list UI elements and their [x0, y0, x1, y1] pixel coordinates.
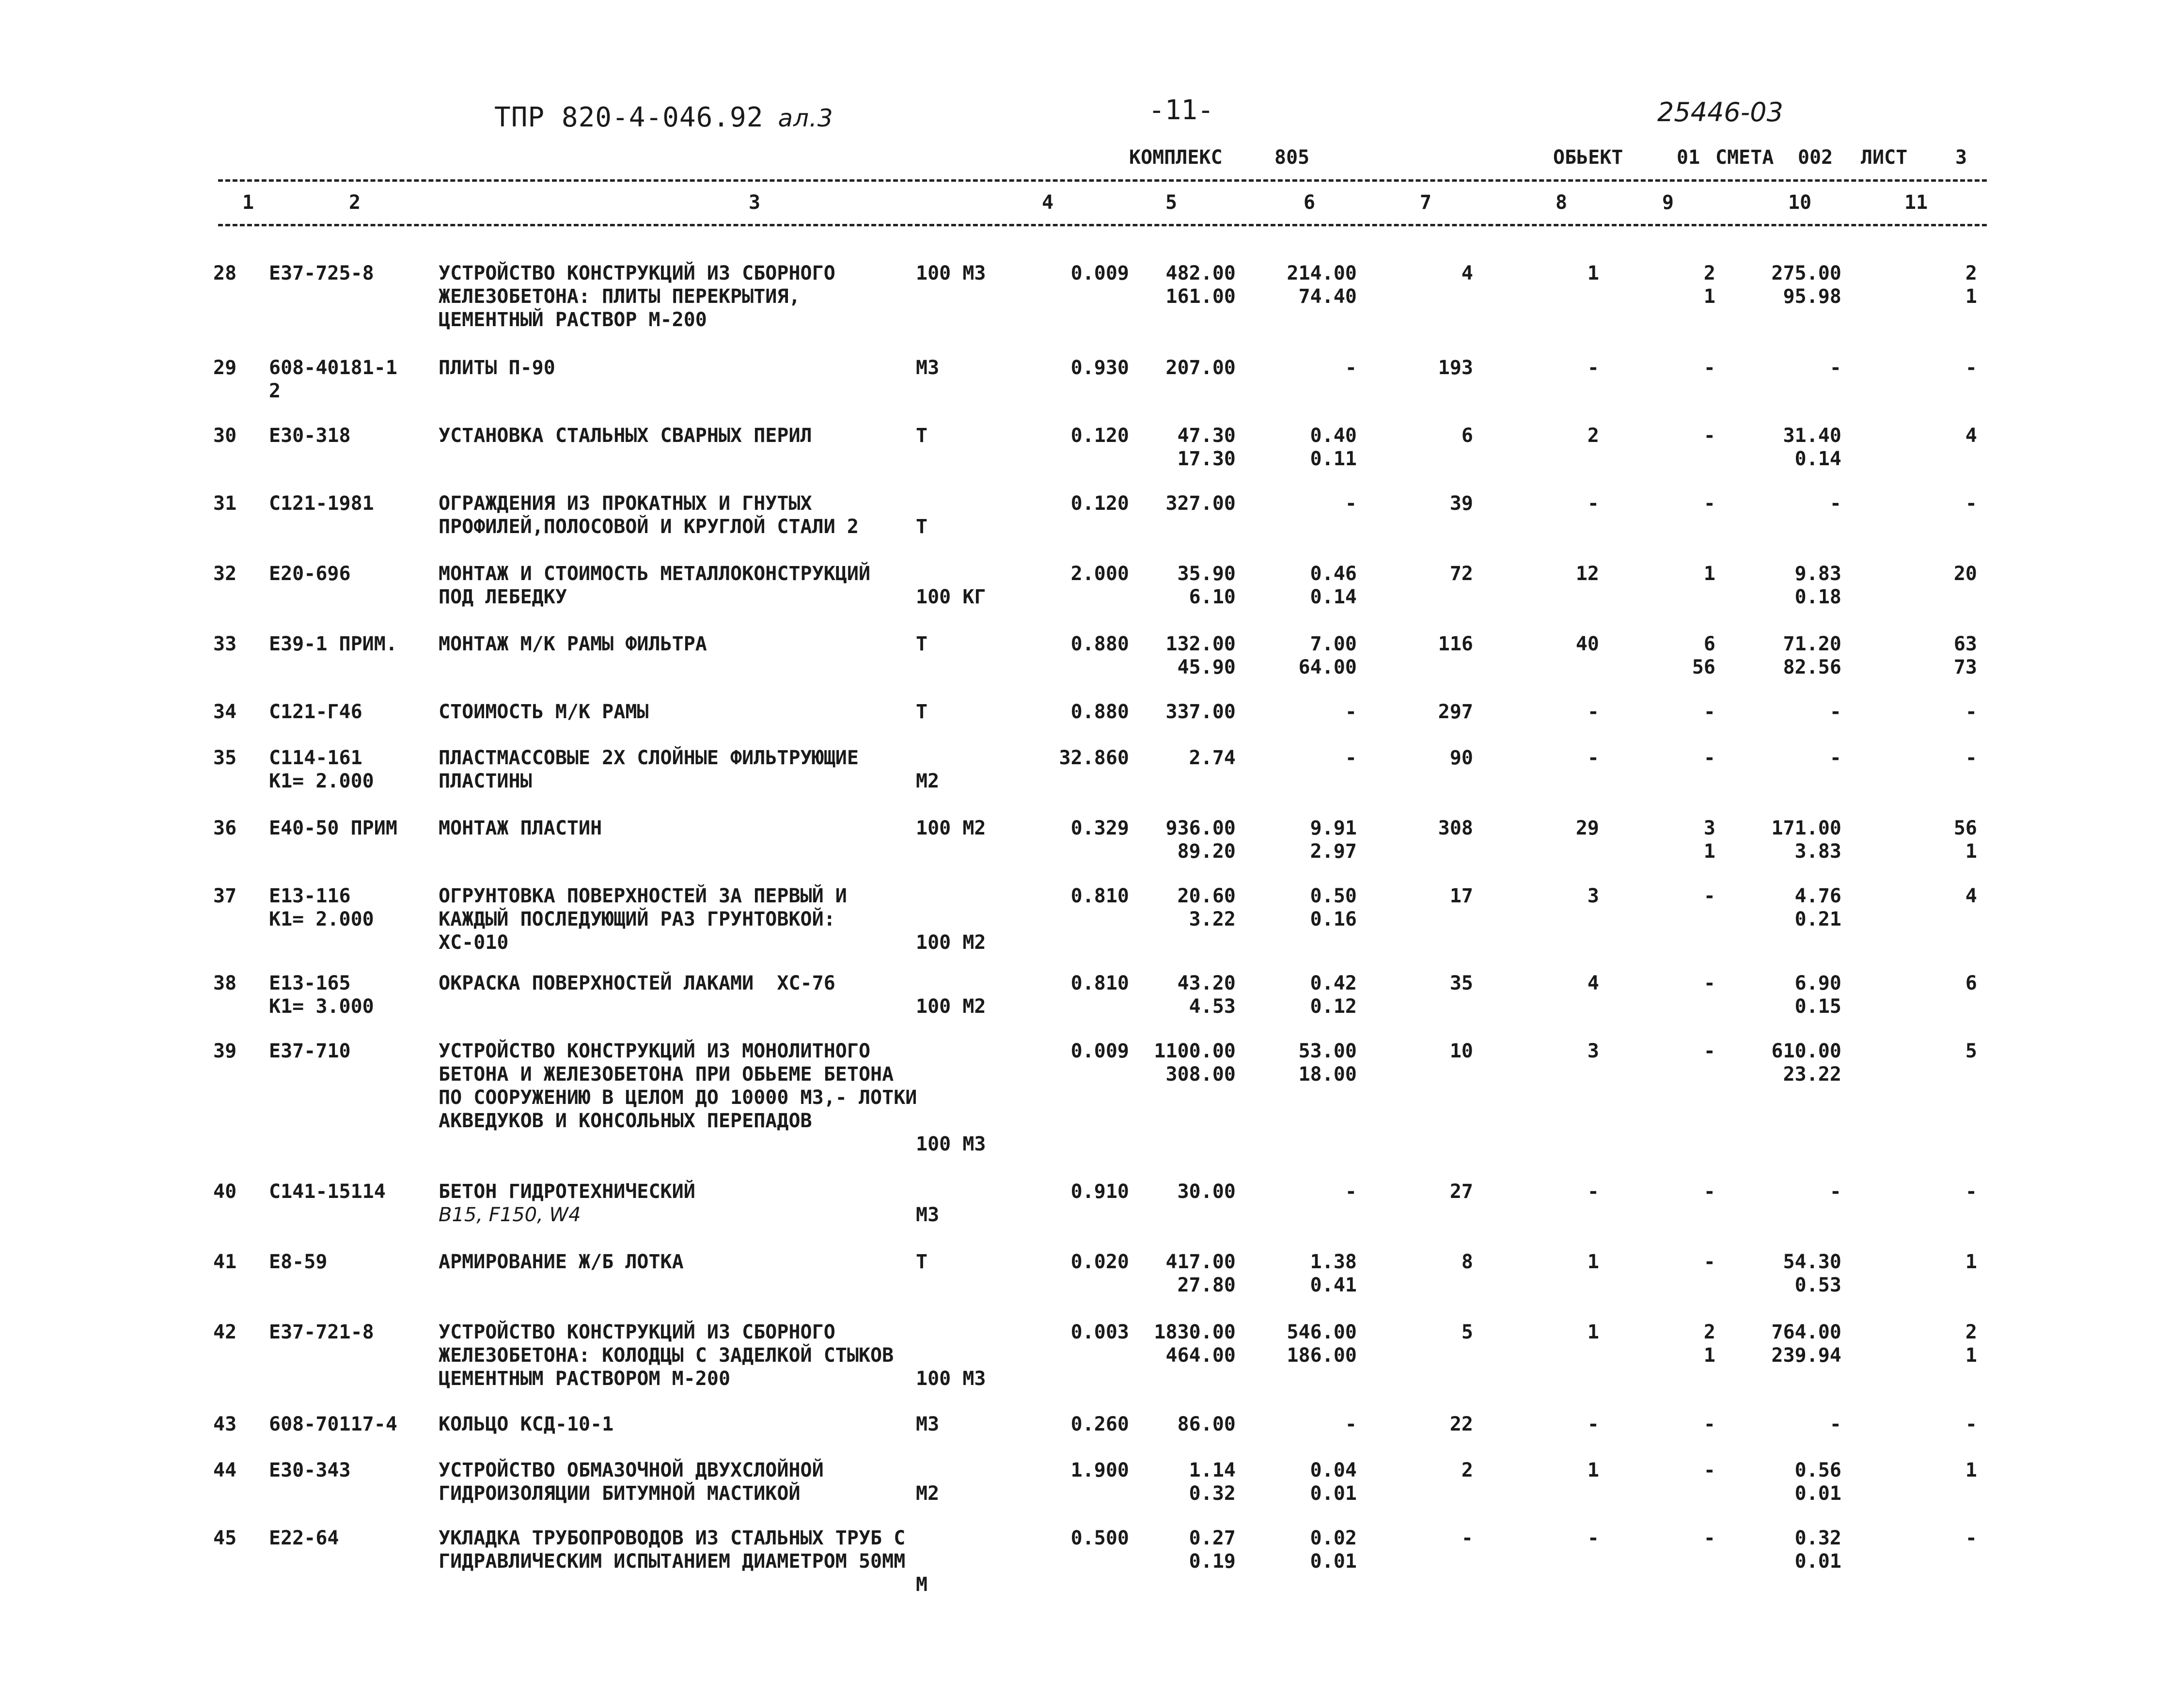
col-number: 11: [1904, 191, 1928, 214]
total-labor: 6: [1965, 972, 1977, 994]
row-number: 28: [213, 262, 237, 284]
total-labor: 2 1: [1965, 262, 1977, 308]
labor-hours: 275.00 95.98: [1771, 262, 1841, 308]
labor-hours: 31.40 0.14: [1783, 425, 1841, 470]
work-description: АРМИРОВАНИЕ Ж/Б ЛОТКА: [439, 1251, 684, 1273]
labor-cost: 3: [1587, 885, 1599, 907]
total-labor: -: [1965, 1527, 1977, 1549]
rate-code: Е40-50 ПРИМ: [269, 817, 397, 839]
total-cost: 27: [1449, 1181, 1473, 1203]
rate-code: С141-15114: [269, 1181, 386, 1203]
work-description: ПЛАСТМАССОВЫЕ 2Х СЛОЙНЫЕ ФИЛЬТРУЮЩИЕ ПЛАСТИНЫ: [439, 747, 859, 792]
unit-of-measure: 100 М3: [916, 262, 986, 284]
total-cost: 10: [1449, 1040, 1473, 1062]
labor-cost: -: [1587, 1181, 1599, 1203]
col-number: 3: [749, 191, 761, 214]
total-cost: 193: [1438, 357, 1473, 379]
rate-code: Е13-165 К1= 3.000: [269, 972, 374, 1018]
machine-cost: 0.02 0.01: [1310, 1527, 1357, 1573]
labor-hours: 9.83 0.18: [1794, 563, 1841, 608]
quantity: 0.329: [1070, 817, 1129, 839]
machine-labor: 6 56: [1692, 633, 1715, 678]
total-labor: -: [1965, 747, 1977, 769]
total-cost: 297: [1438, 701, 1473, 723]
quantity: 0.009: [1070, 1040, 1129, 1062]
labor-hours: 6.90 0.15: [1794, 972, 1841, 1018]
total-labor: 1: [1965, 1459, 1977, 1481]
unit-of-measure: 100 М2: [916, 995, 986, 1018]
total-cost: 22: [1449, 1413, 1473, 1435]
machine-labor: -: [1703, 492, 1715, 515]
work-description: БЕТОН ГИДРОТЕХНИЧЕСКИЙ: [439, 1181, 695, 1203]
unit-cost: 35.90 6.10: [1177, 563, 1236, 608]
work-description: ОГРУНТОВКА ПОВЕРХНОСТЕЙ ЗА ПЕРВЫЙ И КАЖДЫЙ ПОСЛЕДУЮЩИЙ РАЗ ГРУНТОВКОЙ: ХС-010: [439, 885, 847, 954]
machine-labor: -: [1703, 1459, 1715, 1481]
machine-cost: 0.40 0.11: [1310, 425, 1357, 470]
unit-of-measure: Т: [916, 425, 928, 447]
labor-hours: 71.20 82.56: [1783, 633, 1841, 678]
top-divider: [218, 179, 1987, 182]
total-labor: 63 73: [1953, 633, 1977, 678]
unit-cost: 936.00 89.20: [1165, 817, 1236, 863]
quantity: 32.860: [1059, 747, 1129, 769]
labor-hours: -: [1829, 747, 1841, 769]
unit-cost: 1100.00 308.00: [1154, 1040, 1236, 1086]
estimate-label: СМЕТА: [1715, 146, 1774, 169]
total-labor: 56 1: [1953, 817, 1977, 863]
labor-hours: 764.00 239.94: [1771, 1321, 1841, 1367]
machine-labor: 2 1: [1703, 1321, 1715, 1367]
col-number: 7: [1420, 191, 1432, 214]
labor-hours: -: [1829, 1181, 1841, 1203]
labor-hours: 610.00 23.22: [1771, 1040, 1841, 1086]
machine-labor: -: [1703, 1527, 1715, 1549]
row-number: 41: [213, 1251, 237, 1273]
unit-cost: 132.00 45.90: [1165, 633, 1236, 678]
machine-cost: 0.04 0.01: [1310, 1459, 1357, 1505]
row-number: 30: [213, 425, 237, 447]
unit-of-measure: Т: [916, 701, 928, 723]
work-description: УСТРОЙСТВО КОНСТРУКЦИЙ ИЗ МОНОЛИТНОГО БЕТОНА И ЖЕЛЕЗОБЕТОНА ПРИ ОБЬЕМЕ БЕТОНА ПО СООРУЖЕНИЮ В ЦЕЛОМ ДО 10000 М3,- ЛОТКИ АКВЕДУКОВ И КОНСОЛЬНЫХ ПЕРЕПАДОВ: [439, 1040, 917, 1132]
sheet-label: ЛИСТ: [1861, 146, 1908, 169]
unit-cost: 1830.00 464.00: [1154, 1321, 1236, 1367]
machine-cost: 214.00 74.40: [1287, 262, 1357, 308]
unit-of-measure: 100 КГ: [916, 586, 986, 608]
work-description: СТОИМОСТЬ М/К РАМЫ: [439, 701, 649, 723]
unit-of-measure: 100 М2: [916, 931, 986, 954]
labor-cost: 1: [1587, 1321, 1599, 1343]
machine-labor: -: [1703, 701, 1715, 723]
col-number: 9: [1662, 191, 1674, 214]
machine-labor: -: [1703, 1040, 1715, 1062]
unit-cost: 0.27 0.19: [1189, 1527, 1236, 1573]
machine-labor: -: [1703, 1181, 1715, 1203]
labor-cost: 1: [1587, 1459, 1599, 1481]
row-number: 37: [213, 885, 237, 907]
col-number: 6: [1304, 191, 1316, 214]
complex-value: 805: [1274, 146, 1310, 169]
row-number: 44: [213, 1459, 237, 1481]
quantity: 0.810: [1070, 885, 1129, 907]
unit-of-measure: М: [916, 1574, 928, 1596]
col-number: 4: [1042, 191, 1054, 214]
total-cost: 17: [1449, 885, 1473, 907]
machine-cost: 7.00 64.00: [1298, 633, 1357, 678]
total-labor: -: [1965, 1181, 1977, 1203]
total-cost: 35: [1449, 972, 1473, 994]
machine-labor: -: [1703, 747, 1715, 769]
row-number: 38: [213, 972, 237, 994]
total-cost: 4: [1461, 262, 1473, 284]
unit-cost: 482.00 161.00: [1165, 262, 1236, 308]
row-number: 40: [213, 1181, 237, 1203]
total-labor: 2 1: [1965, 1321, 1977, 1367]
estimate-header: [0, 146, 2184, 175]
sheet-value: 3: [1955, 146, 1967, 169]
unit-of-measure: 100 М2: [916, 817, 986, 839]
machine-cost: 0.46 0.14: [1310, 563, 1357, 608]
total-labor: 1: [1965, 1251, 1977, 1273]
quantity: 0.120: [1070, 425, 1129, 447]
work-description: МОНТАЖ И СТОИМОСТЬ МЕТАЛЛОКОНСТРУКЦИЙ ПОД ЛЕБЕДКУ: [439, 563, 871, 608]
total-labor: 4: [1965, 425, 1977, 447]
rate-code: 608-40181-1 2: [269, 357, 397, 402]
labor-hours: 0.56 0.01: [1794, 1459, 1841, 1505]
total-cost: 8: [1461, 1251, 1473, 1273]
rate-code: 608-70117-4: [269, 1413, 397, 1435]
quantity: 1.900: [1070, 1459, 1129, 1481]
total-cost: 72: [1449, 563, 1473, 585]
total-labor: 20: [1953, 563, 1977, 585]
work-description: ОГРАЖДЕНИЯ ИЗ ПРОКАТНЫХ И ГНУТЫХ ПРОФИЛЕЙ,ПОЛОСОВОЙ И КРУГЛОЙ СТАЛИ 2: [439, 492, 859, 538]
quantity: 0.880: [1070, 633, 1129, 655]
machine-labor: -: [1703, 357, 1715, 379]
labor-hours: -: [1829, 701, 1841, 723]
estimate-value: 002: [1798, 146, 1833, 169]
rate-code: С121-Г46: [269, 701, 362, 723]
total-labor: 5: [1965, 1040, 1977, 1062]
document-code: [494, 102, 833, 133]
unit-of-measure: М2: [916, 770, 940, 792]
rate-code: Е22-64: [269, 1527, 339, 1549]
row-number: 33: [213, 633, 237, 655]
unit-cost: 1.14 0.32: [1189, 1459, 1236, 1505]
work-description: УСТРОЙСТВО КОНСТРУКЦИЙ ИЗ СБОРНОГО ЖЕЛЕЗОБЕТОНА: КОЛОДЦЫ С ЗАДЕЛКОЙ СТЫКОВ ЦЕМЕНТНЫМ РАСТВОРОМ М-200: [439, 1321, 894, 1390]
row-number: 32: [213, 563, 237, 585]
labor-cost: 4: [1587, 972, 1599, 994]
total-cost: 90: [1449, 747, 1473, 769]
rate-code: Е30-343: [269, 1459, 351, 1481]
labor-hours: -: [1829, 1413, 1841, 1435]
unit-of-measure: М3: [916, 1204, 940, 1226]
labor-cost: 1: [1587, 262, 1599, 284]
machine-cost: 1.38 0.41: [1310, 1251, 1357, 1296]
row-number: 42: [213, 1321, 237, 1343]
quantity: 0.009: [1070, 262, 1129, 284]
unit-cost: 417.00 27.80: [1165, 1251, 1236, 1296]
doc-code-text: ТПР 820-4-046.92: [494, 102, 764, 133]
machine-cost: -: [1345, 701, 1357, 723]
quantity: 0.120: [1070, 492, 1129, 515]
machine-labor: -: [1703, 1251, 1715, 1273]
labor-cost: -: [1587, 1413, 1599, 1435]
unit-cost: 327.00: [1165, 492, 1236, 515]
total-cost: 116: [1438, 633, 1473, 655]
unit-of-measure: 100 М3: [916, 1368, 986, 1390]
quantity: 2.000: [1070, 563, 1129, 585]
col-number: 5: [1165, 191, 1178, 214]
machine-labor: -: [1703, 425, 1715, 447]
description-note: В15, F150, W4: [439, 1204, 581, 1226]
machine-labor: 3 1: [1703, 817, 1715, 863]
labor-cost: 1: [1587, 1251, 1599, 1273]
quantity: 0.910: [1070, 1181, 1129, 1203]
work-description: УСТРОЙСТВО ОБМАЗОЧНОЙ ДВУХСЛОЙНОЙ ГИДРОИЗОЛЯЦИИ БИТУМНОЙ МАСТИКОЙ: [439, 1459, 824, 1505]
unit-cost: 337.00: [1165, 701, 1236, 723]
quantity: 0.020: [1070, 1251, 1129, 1273]
unit-cost: 207.00: [1165, 357, 1236, 379]
quantity: 0.500: [1070, 1527, 1129, 1549]
machine-labor: 1: [1703, 563, 1715, 585]
machine-cost: -: [1345, 1181, 1357, 1203]
rate-code: Е8-59: [269, 1251, 328, 1273]
labor-cost: 12: [1575, 563, 1599, 585]
col-number: 2: [349, 191, 361, 214]
total-labor: -: [1965, 701, 1977, 723]
quantity: 0.003: [1070, 1321, 1129, 1343]
machine-labor: -: [1703, 885, 1715, 907]
labor-cost: -: [1587, 1527, 1599, 1549]
labor-hours: 0.32 0.01: [1794, 1527, 1841, 1573]
object-label: ОБЬЕКТ: [1553, 146, 1623, 169]
complex-label: КОМПЛЕКС: [1129, 146, 1223, 169]
row-number: 45: [213, 1527, 237, 1549]
total-cost: 2: [1461, 1459, 1473, 1481]
unit-of-measure: М2: [916, 1482, 940, 1505]
work-description: КОЛЬЦО КСД-10-1: [439, 1413, 614, 1435]
total-labor: -: [1965, 357, 1977, 379]
machine-cost: -: [1345, 492, 1357, 515]
total-cost: 6: [1461, 425, 1473, 447]
column-numbers: [0, 191, 2184, 220]
machine-labor: -: [1703, 1413, 1715, 1435]
object-value: 01: [1677, 146, 1700, 169]
work-description: УСТРОЙСТВО КОНСТРУКЦИЙ ИЗ СБОРНОГО ЖЕЛЕЗОБЕТОНА: ПЛИТЫ ПЕРЕКРЫТИЯ, ЦЕМЕНТНЫЙ РАСТВОР М-200: [439, 262, 835, 331]
row-number: 35: [213, 747, 237, 769]
unit-of-measure: 100 М3: [916, 1133, 986, 1155]
labor-hours: 54.30 0.53: [1783, 1251, 1841, 1296]
rate-code: Е30-318: [269, 425, 351, 447]
rate-code: Е39-1 ПРИМ.: [269, 633, 397, 655]
rate-code: Е37-725-8: [269, 262, 374, 284]
unit-cost: 2.74: [1189, 747, 1236, 769]
unit-cost: 86.00: [1177, 1413, 1236, 1435]
labor-cost: -: [1587, 492, 1599, 515]
work-description: УСТАНОВКА СТАЛЬНЫХ СВАРНЫХ ПЕРИЛ: [439, 425, 812, 447]
total-cost: 5: [1461, 1321, 1473, 1343]
labor-cost: -: [1587, 701, 1599, 723]
machine-cost: 0.42 0.12: [1310, 972, 1357, 1018]
machine-cost: -: [1345, 747, 1357, 769]
unit-cost: 20.60 3.22: [1177, 885, 1236, 930]
machine-labor: 2 1: [1703, 262, 1715, 308]
labor-cost: 40: [1575, 633, 1599, 655]
document-number: 25446-03: [1657, 97, 1783, 127]
rate-code: Е37-710: [269, 1040, 351, 1062]
quantity: 0.880: [1070, 701, 1129, 723]
labor-hours: 171.00 3.83: [1771, 817, 1841, 863]
unit-cost: 43.20 4.53: [1177, 972, 1236, 1018]
row-number: 29: [213, 357, 237, 379]
total-cost: -: [1461, 1527, 1473, 1549]
col-number: 10: [1788, 191, 1812, 214]
work-description: ОКРАСКА ПОВЕРХНОСТЕЙ ЛАКАМИ ХС-76: [439, 972, 835, 994]
rate-code: С121-1981: [269, 492, 374, 515]
quantity: 0.260: [1070, 1413, 1129, 1435]
row-number: 43: [213, 1413, 237, 1435]
total-labor: 4: [1965, 885, 1977, 907]
labor-cost: 3: [1587, 1040, 1599, 1062]
rate-code: Е13-116 К1= 2.000: [269, 885, 374, 930]
unit-of-measure: М3: [916, 1413, 940, 1435]
labor-cost: 29: [1575, 817, 1599, 839]
header-divider: [218, 224, 1987, 226]
labor-hours: 4.76 0.21: [1794, 885, 1841, 930]
machine-cost: 9.91 2.97: [1310, 817, 1357, 863]
total-labor: -: [1965, 1413, 1977, 1435]
machine-cost: 546.00 186.00: [1287, 1321, 1357, 1367]
machine-cost: 53.00 18.00: [1298, 1040, 1357, 1086]
row-number: 36: [213, 817, 237, 839]
quantity: 0.930: [1070, 357, 1129, 379]
work-description: УКЛАДКА ТРУБОПРОВОДОВ ИЗ СТАЛЬНЫХ ТРУБ С ГИДРАВЛИЧЕСКИМ ИСПЫТАНИЕМ ДИАМЕТРОМ 50ММ: [439, 1527, 906, 1573]
col-number: 8: [1556, 191, 1568, 214]
sheet-note: ал.3: [778, 104, 833, 132]
unit-cost: 47.30 17.30: [1177, 425, 1236, 470]
machine-cost: -: [1345, 1413, 1357, 1435]
work-description: ПЛИТЫ П-90: [439, 357, 555, 379]
labor-cost: -: [1587, 357, 1599, 379]
quantity: 0.810: [1070, 972, 1129, 994]
unit-of-measure: Т: [916, 633, 928, 655]
labor-hours: -: [1829, 492, 1841, 515]
rate-code: Е37-721-8: [269, 1321, 374, 1343]
rate-code: Е20-696: [269, 563, 351, 585]
row-number: 31: [213, 492, 237, 515]
labor-cost: -: [1587, 747, 1599, 769]
unit-of-measure: Т: [916, 1251, 928, 1273]
total-labor: -: [1965, 492, 1977, 515]
page-number: -11-: [1148, 94, 1214, 126]
unit-of-measure: М3: [916, 357, 940, 379]
unit-of-measure: Т: [916, 516, 928, 538]
work-description: МОНТАЖ М/К РАМЫ ФИЛЬТРА: [439, 633, 707, 655]
machine-cost: 0.50 0.16: [1310, 885, 1357, 930]
labor-hours: -: [1829, 357, 1841, 379]
unit-cost: 30.00: [1177, 1181, 1236, 1203]
work-description: МОНТАЖ ПЛАСТИН: [439, 817, 602, 839]
machine-labor: -: [1703, 972, 1715, 994]
row-number: 39: [213, 1040, 237, 1062]
total-cost: 308: [1438, 817, 1473, 839]
col-number: 1: [242, 191, 254, 214]
labor-cost: 2: [1587, 425, 1599, 447]
machine-cost: -: [1345, 357, 1357, 379]
total-cost: 39: [1449, 492, 1473, 515]
row-number: 34: [213, 701, 237, 723]
rate-code: С114-161 К1= 2.000: [269, 747, 374, 792]
